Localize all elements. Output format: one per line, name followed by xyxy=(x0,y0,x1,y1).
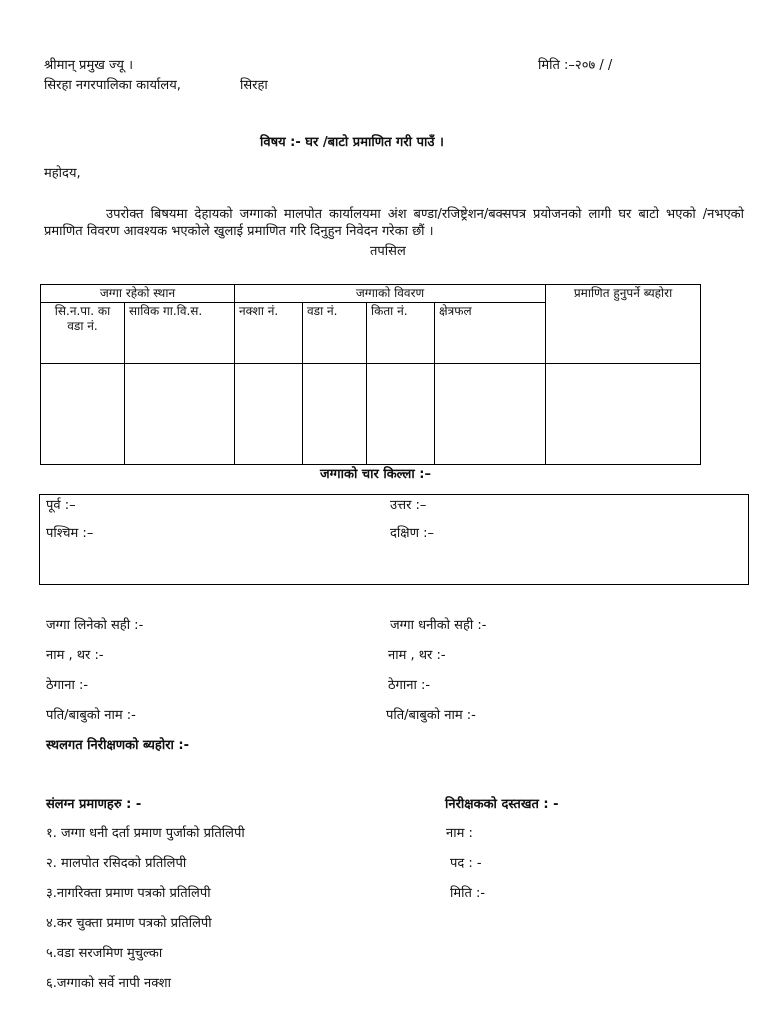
cell-municipality-ward[interactable] xyxy=(41,364,125,465)
attachment-item: ५.वडा सरजमिण मुचुल्का xyxy=(46,946,163,961)
group-header-location: जग्गा रहेको स्थान xyxy=(41,285,235,303)
land-details-table xyxy=(40,284,701,465)
col-ward-no: वडा नं. xyxy=(303,303,367,364)
attachment-item: १. जग्गा धनी दर्ता प्रमाण पुर्जाको प्रतिलिपी xyxy=(46,826,245,841)
cell-area[interactable] xyxy=(435,364,546,465)
group-header-certification-matter: प्रमाणित हुनुपर्ने ब्यहोरा xyxy=(546,285,701,364)
attachment-item: ३.नागरिक्ता प्रमाण पत्रको प्रतिलिपी xyxy=(46,886,211,901)
buyer-name-label: नाम , थर :- xyxy=(46,648,104,663)
inspector-signature-title: निरीक्षकको दस्तखत : - xyxy=(445,797,559,812)
owner-signature-label: जग्गा धनीको सही :- xyxy=(390,618,487,633)
owner-address-label: ठेगाना :- xyxy=(388,678,431,693)
col-former-vdc: साविक गा.वि.स. xyxy=(125,303,235,364)
date-label: मिति :–२०७ / / xyxy=(538,58,613,73)
boundary-north: उत्तर :– xyxy=(390,498,427,513)
cell-map-no[interactable] xyxy=(235,364,303,465)
application-paragraph: उपरोक्त बिषयमा देहायको जग्गाको मालपोत कार्यालयमा अंश बण्डा/रजिष्ट्रेशन/बक्सपत्र प्रयोजनको लागी घर बाटो भएको /नभएको प्रमाणित विवरण आवश्यक भएकोले खुलाई प्रमाणित गरि दिनुहुन निवेदन गरेका छौं । xyxy=(44,207,744,239)
office-name: सिरहा नगरपालिका कार्यालय, xyxy=(44,78,181,93)
inspector-name-label: नाम : xyxy=(446,826,473,841)
boundaries-title: जग्गाको चार किल्ला :– xyxy=(320,467,431,482)
subject-line: विषय :- घर /बाटो प्रमाणित गरी पाउँ । xyxy=(260,135,444,150)
owner-relative-label: पति/बाबुको नाम :- xyxy=(386,708,476,723)
recipient: श्रीमान् प्रमुख ज्यू । xyxy=(44,58,134,73)
col-municipality-ward: सि.न.पा. का वडा नं. xyxy=(41,303,125,364)
inspector-post-label: पद : - xyxy=(450,856,482,871)
cell-former-vdc[interactable] xyxy=(125,364,235,465)
buyer-address-label: ठेगाना :- xyxy=(46,678,89,693)
cell-ward-no[interactable] xyxy=(303,364,367,465)
col-area: क्षेत्रफल xyxy=(435,303,546,364)
schedule-label: तपसिल xyxy=(370,244,406,259)
cell-certification-matter[interactable] xyxy=(546,364,701,465)
attachment-item: ६.जग्गाको सर्वे नापी नक्शा xyxy=(46,976,171,991)
group-header-land-details: जग्गाको विवरण xyxy=(235,285,546,303)
table-row xyxy=(41,364,701,465)
col-plot-no: किता नं. xyxy=(367,303,435,364)
boundary-south: दक्षिण :– xyxy=(390,526,435,541)
salutation: महोदय, xyxy=(44,166,81,181)
office-place: सिरहा xyxy=(240,78,268,93)
owner-name-label: नाम , थर :- xyxy=(388,648,446,663)
col-map-no: नक्शा नं. xyxy=(235,303,303,364)
attachments-title: संलग्न प्रमाणहरु : - xyxy=(46,797,142,812)
attachment-item: ४.कर चुक्ता प्रमाण पत्रको प्रतिलिपी xyxy=(46,916,212,931)
boundary-west: पश्चिम :– xyxy=(46,526,94,541)
attachment-item: २. मालपोत रसिदको प्रतिलिपी xyxy=(46,856,187,871)
inspector-date-label: मिति :- xyxy=(450,886,486,901)
inspection-title: स्थलगत निरीक्षणको ब्यहोरा :- xyxy=(46,738,190,753)
buyer-signature-label: जग्गा लिनेको सही :- xyxy=(46,618,144,633)
cell-plot-no[interactable] xyxy=(367,364,435,465)
boundary-east: पूर्व :– xyxy=(46,498,76,513)
buyer-relative-label: पति/बाबुको नाम :- xyxy=(46,708,136,723)
